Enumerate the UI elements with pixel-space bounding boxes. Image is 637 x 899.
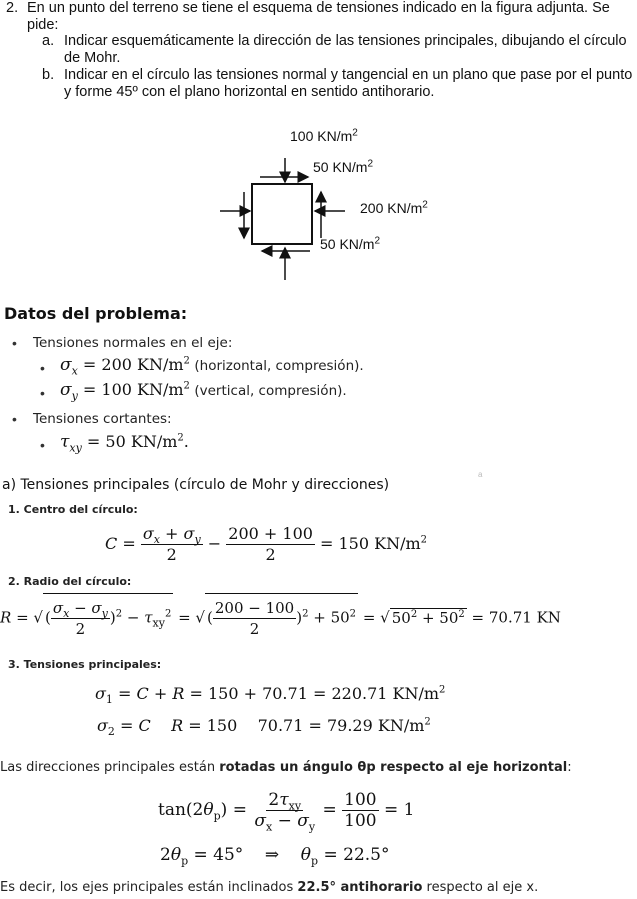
radius-equation: R = √ ( $\frac{\sigma_x - \sigma_y}{2}$ )$^2 - \tau_{xy}^2$ = √ ( $\frac{200 - 100}{2}$ )$^2 + 50^2$ = √ $50^2 + 50^2 = 70.71$ KN [0, 593, 637, 639]
sigma1-equation: $\sigma_1 = C + R = 150 + 70.71 = 220.71$ $KN/m^2$ [95, 684, 446, 707]
item-b-text: Indicar en el círculo las tensiones normal y tangencial en un plano que pase por el punto y forme 45º con el plano horizontal en sentido antihorario. [64, 67, 633, 100]
bullet-dot: • [40, 360, 45, 376]
label-200: 200 $KN/m^2$ [360, 199, 428, 216]
label-50-bottom: 50 $KN/m^2$ [320, 235, 381, 252]
step-3-label: 3. Tensiones principales: [8, 658, 162, 671]
question-number: 2. [6, 0, 19, 16]
part-a-title: a) Tensiones principales (círculo de Mohr y direcciones) [2, 477, 390, 493]
step-1-label: 1. Centro del círculo: [8, 503, 138, 516]
item-a-text: Indicar esquemáticamente la dirección de las tensiones principales, dibujando el círculo de Mohr. [64, 33, 627, 66]
item-b-label: b. [42, 67, 55, 83]
stray-mark: a [478, 470, 483, 479]
bullet-dot: • [40, 437, 45, 453]
bullet-dot: • [40, 385, 45, 401]
sigma2-equation: $\sigma_2 = C$ R = 150 70.71 = 79.29 $KN/m^2$ [97, 716, 431, 739]
item-a-label: a. [42, 33, 55, 49]
center-equation: C = $\frac{\sigma_x + \sigma_y}{2}$ − $\frac{200 + 100}{2}$ = 150 $KN/m^2$ [105, 524, 428, 564]
element-square [252, 184, 312, 244]
label-100: 100 $KN/m^2$ [290, 127, 358, 144]
shear-stress-heading: Tensiones cortantes: [33, 411, 172, 427]
normal-stress-heading: Tensiones normales en el eje: [33, 335, 233, 351]
conclusion-text: Es decir, los ejes principales están inclinados 22.5° antihorario respecto al eje x. [0, 880, 539, 895]
label-50-top: 50 $KN/m^2$ [313, 158, 374, 175]
data-section-title: Datos del problema: [4, 304, 188, 323]
directions-text: Las direcciones principales están rotadas un ángulo θp respecto al eje horizontal: [0, 760, 572, 775]
bullet-dot: • [12, 335, 17, 351]
step-2-label: 2. Radio del círculo: [8, 575, 132, 588]
tan-equation: $\tan(2\theta_p)$ = $\frac{2\tau_{xy}}{\sigma_x - \sigma_y}$ = $\frac{100}{100}$ = 1 [158, 790, 415, 834]
sigma-x-line: $\sigma_x = 200$ $KN/m^2$ (horizontal, compresión). [60, 355, 364, 378]
sigma-y-line: $\sigma_y = 100$ $KN/m^2$ (vertical, compresión). [60, 380, 347, 403]
angle-equation: $2\theta_p = 45^\circ$ ⇒ $\theta_p = 22.5^\circ$ [160, 845, 390, 868]
bullet-dot: • [12, 411, 17, 427]
tau-xy-line: $\tau_{xy} = 50$ $KN/m^2$. [60, 432, 189, 455]
question-text: En un punto del terreno se tiene el esquema de tensiones indicado en la figura adjunta. Se pide: [27, 0, 610, 33]
